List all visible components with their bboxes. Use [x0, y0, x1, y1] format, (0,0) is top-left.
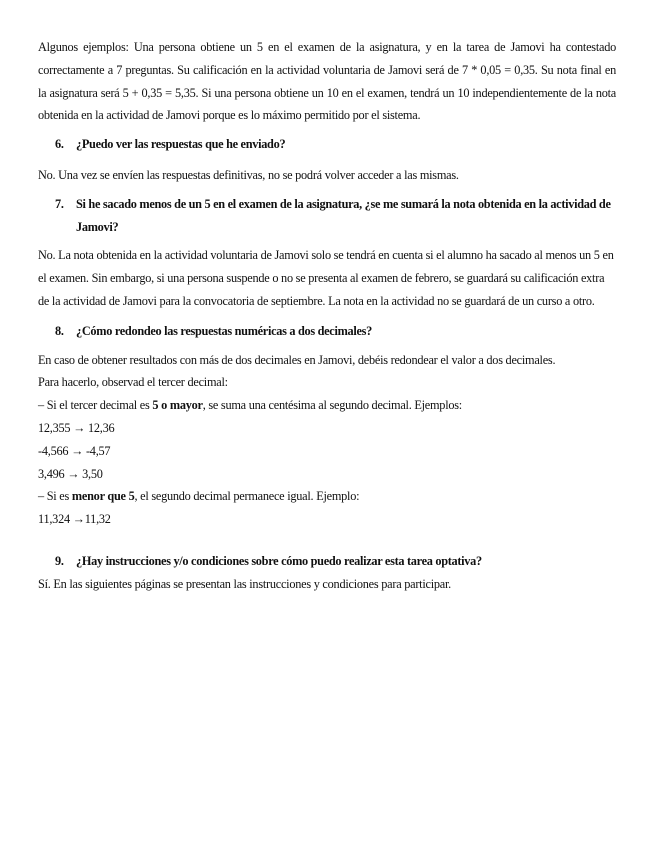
question-6-number: 6. [55, 137, 64, 152]
question-8-number: 8. [55, 323, 64, 338]
question-7-text: Si he sacado menos de un 5 en el examen de la asignatura, ¿se me sumará la nota obtenida en la actividad de Jamovi? [76, 196, 611, 234]
rule-keep-prefix: – Si es [38, 489, 72, 504]
question-6 [38, 133, 616, 156]
question-9-number: 9. [55, 553, 64, 568]
question-9 [38, 550, 616, 573]
rule-up-prefix: – Si el tercer decimal es [38, 398, 153, 413]
question-7-number: 7. [55, 196, 64, 211]
question-6-text: ¿Puedo ver las respuestas que he enviado? [76, 137, 286, 152]
answer-8-line-1: En caso de obtener resultados con más de dos decimales en Jamovi, debéis redondear el valor a dos decimales. [38, 352, 556, 367]
example-3: 3,496 → 3,50 [38, 466, 103, 481]
question-9-text: ¿Hay instrucciones y/o condiciones sobre cómo puedo realizar esta tarea optativa? [76, 553, 482, 568]
example-1: 12,355 → 12,36 [38, 420, 115, 435]
answer-7: No. La nota obtenida en la actividad voluntaria de Jamovi solo se tendrá en cuenta si el alumno ha sacado al menos un 5 en el examen. Sin embargo, si una persona suspende o no se presenta al examen de febrero, se guardará su calificación extra de la actividad de Jamovi para la convocatoria de septiembre. La nota en la actividad no se guardará de un curso a otro. [38, 248, 614, 308]
rule-keep-bold: menor que 5 [71, 489, 135, 504]
question-8 [38, 320, 616, 343]
intro-paragraph: Algunos ejemplos: Una persona obtiene un 5 en el examen de la asignatura, y en la tarea de Jamovi ha contestado correctamente a 7 preguntas. Su calificación en la actividad voluntaria de Jamovi será de 7 * 0,05 = 0,35. Su nota final en la asignatura será 5 + 0,35 = 5,35. Si una persona obtiene un 10 en el examen, tendrá un 10 independientemente de la nota obtenida en la actividad de Jamovi porque es lo máximo permitido por el sistema. [38, 40, 616, 123]
answer-8-line-2: Para hacerlo, observad el tercer decimal: [38, 375, 228, 390]
question-7 [38, 193, 616, 239]
answer-6: No. Una vez se envíen las respuestas definitivas, no se podrá volver acceder a las mismas. [38, 167, 459, 182]
example-4: 11,324 →11,32 [38, 512, 111, 527]
rounding-rule-keep [38, 485, 616, 508]
question-8-text: ¿Cómo redondeo las respuestas numéricas a dos decimales? [76, 323, 372, 338]
rule-up-suffix: , se suma una centésima al segundo decimal. Ejemplos: [202, 398, 462, 413]
rule-up-bold: 5 o mayor [152, 398, 203, 413]
answer-9: Sí. En las siguientes páginas se presentan las instrucciones y condiciones para participar. [38, 576, 451, 591]
document-page [38, 36, 616, 596]
rounding-rule-up [38, 394, 616, 417]
rule-keep-suffix: , el segundo decimal permanece igual. Ejemplo: [134, 489, 360, 504]
example-2: -4,566 → -4,57 [38, 443, 111, 458]
